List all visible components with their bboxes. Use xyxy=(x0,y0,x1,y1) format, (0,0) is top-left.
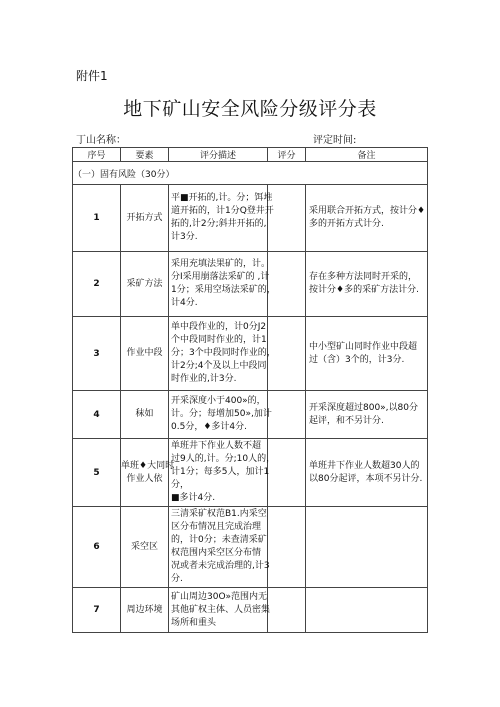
note-line: 存在多种方法同时开采的， xyxy=(309,272,418,282)
row-note xyxy=(306,391,428,439)
row-description xyxy=(169,252,276,317)
table-header-row xyxy=(73,148,428,162)
description-line: 过9人的,计。分;10人的， xyxy=(171,454,276,464)
row-note xyxy=(306,252,428,317)
element-line: 作业中段 xyxy=(126,348,163,358)
element-line: 秣如 xyxy=(135,409,154,419)
row-number: 1 xyxy=(73,185,121,252)
note-line: 起评，和不另计分. xyxy=(309,415,384,426)
row-description xyxy=(169,507,268,588)
element-line: 周边环境 xyxy=(126,604,163,615)
section-title: （一）固有风险（30分） xyxy=(73,162,428,185)
row-note xyxy=(306,507,428,588)
description-line: 计3分. xyxy=(171,232,198,242)
row-score-cell[interactable] xyxy=(268,439,306,507)
table-row xyxy=(73,439,428,507)
description-line: 分；3个中段同时作业的， xyxy=(171,348,276,358)
description-line: 的，计0分；未查清采矿 xyxy=(171,535,267,545)
description-line: 况或者未完成治理的,计3 xyxy=(171,561,270,571)
column-header-element: 要素 xyxy=(121,148,169,162)
description-line: 分I采用崩落法采矿的 ,计 xyxy=(171,272,270,282)
row-element xyxy=(121,507,169,588)
description-line: 计4分. xyxy=(171,298,198,308)
row-number: 6 xyxy=(73,507,121,588)
note-line: 以80分起评，本项不另计分. xyxy=(309,473,423,484)
section-row xyxy=(73,162,428,185)
row-description xyxy=(169,185,274,252)
table-row xyxy=(73,252,428,317)
description-line: 三清采矿权范B1.内采空 xyxy=(171,509,267,519)
risk-score-table xyxy=(72,147,428,633)
table-row xyxy=(73,588,428,633)
description-line: 分， xyxy=(171,480,190,490)
eval-time-label: 评定时间: xyxy=(313,135,357,146)
note-line: 多的开拓方式计分. xyxy=(309,219,384,229)
element-line: 采矿方法 xyxy=(126,278,163,289)
row-score-cell[interactable] xyxy=(268,507,306,588)
column-header-description: 评分描述 xyxy=(169,148,268,162)
description-line: 道开拓的，计1分Q登井开 xyxy=(171,206,274,216)
note-line: 中小型矿山同时作业中段超 xyxy=(309,341,418,352)
note-line: 采用联合开拓方式，按计分♦ xyxy=(309,206,426,216)
row-element xyxy=(121,185,169,252)
element-line: 采空区 xyxy=(130,541,158,552)
description-line: 平■开拓的,计。分；饵堆 xyxy=(171,193,273,203)
row-description xyxy=(169,391,272,439)
element-line: 开拓方式 xyxy=(126,212,163,223)
table-row xyxy=(73,391,428,439)
description-line: 计。分；每增加50»,加计 xyxy=(171,409,272,419)
description-line: 分. xyxy=(171,574,183,584)
row-note xyxy=(306,185,428,252)
row-number: 7 xyxy=(73,588,121,633)
row-number: 3 xyxy=(73,317,121,391)
description-line: 个中段同时作业的，计1 xyxy=(171,335,267,345)
row-description xyxy=(169,317,276,391)
column-header-note: 备注 xyxy=(306,148,428,162)
description-line: 矿山周边30O»范围内无 xyxy=(171,591,268,602)
row-score-cell[interactable] xyxy=(268,185,306,252)
table-row xyxy=(73,507,428,588)
description-line: 场所和重头 xyxy=(171,617,217,628)
note-line: 单班井下作业人数超30人的 xyxy=(309,460,420,471)
description-line: 时作业的,计3分. xyxy=(171,374,237,384)
description-line: 采用充填法果矿的，计。 xyxy=(171,259,271,269)
row-number: 4 xyxy=(73,391,121,439)
description-line: 权范围内采空区分布情 xyxy=(171,548,262,558)
row-element xyxy=(121,252,169,317)
column-header-number: 序号 xyxy=(73,148,121,162)
row-number: 5 xyxy=(73,439,121,507)
note-line: 按计分♦多的采矿方法计分. xyxy=(309,285,419,295)
table-row xyxy=(73,185,428,252)
row-note xyxy=(306,588,428,633)
description-line: 1分；采用空场法采矿的， xyxy=(171,285,276,295)
note-line: 过（含）3个的，计3分. xyxy=(309,354,405,365)
row-element xyxy=(121,439,175,507)
description-line: 其他矿权主体、人员密集 xyxy=(171,604,271,615)
row-description xyxy=(169,588,271,633)
element-line: 作业人依 xyxy=(126,473,163,484)
description-line: 计1分；每多5人，加计1 xyxy=(171,467,270,477)
description-line: 开采深度小于400»的， xyxy=(171,396,266,406)
row-number: 2 xyxy=(73,252,121,317)
row-element xyxy=(121,391,169,439)
description-line: 区分布情况且完成治理 xyxy=(171,522,262,532)
description-line: ■多计4分. xyxy=(171,493,216,503)
row-note xyxy=(306,439,428,507)
row-score-cell[interactable] xyxy=(268,588,306,633)
row-note xyxy=(306,317,428,391)
page-title: 地下矿山安全风险分级评分表 xyxy=(123,98,377,120)
table-row xyxy=(73,317,428,391)
attachment-label: 附件1 xyxy=(76,69,108,83)
description-line: 拓的,计2分;斜井开拓的, xyxy=(171,219,267,229)
mine-name-label: 丁山名称： xyxy=(76,135,126,146)
description-line: 单中段作业的，计0分J2 xyxy=(171,322,267,332)
note-line: 开采深度超过800»,以80分 xyxy=(309,402,418,413)
row-element xyxy=(121,588,169,633)
row-description xyxy=(169,439,276,507)
row-score-cell[interactable] xyxy=(268,252,306,317)
description-line: 单班井下作业人数不超 xyxy=(171,441,262,451)
description-line: 计2分;4个及以上中段同 xyxy=(171,361,267,371)
element-line: 单班♦大同时 xyxy=(121,460,175,471)
row-score-cell[interactable] xyxy=(268,391,306,439)
description-line: 0.5分，♦多计4分. xyxy=(171,422,247,432)
row-element xyxy=(121,317,169,391)
column-header-score: 评分 xyxy=(268,148,306,162)
